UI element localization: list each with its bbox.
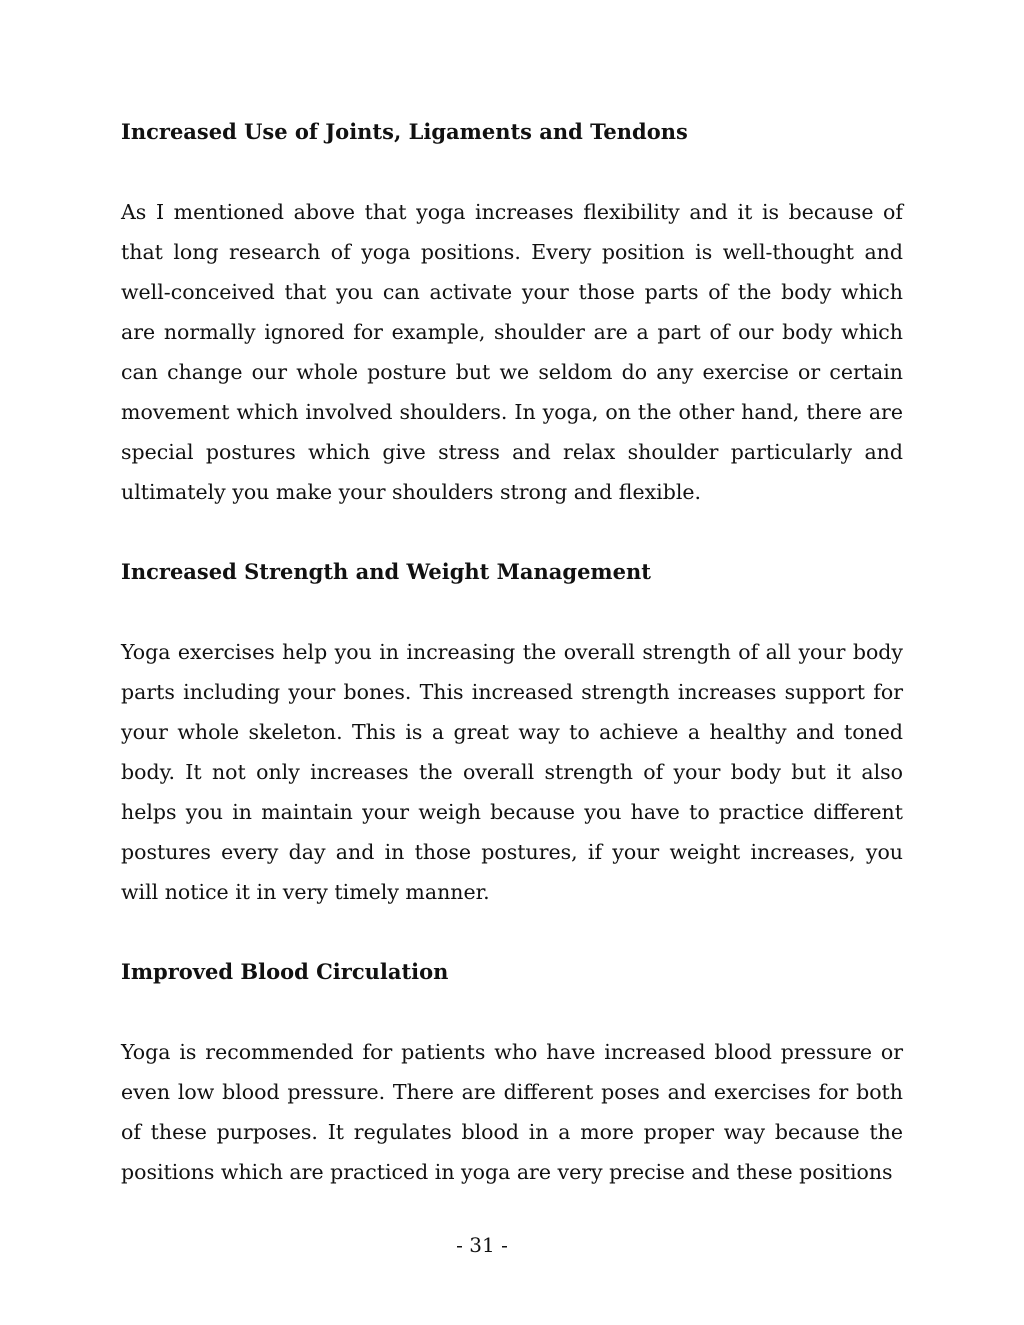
section-body-circulation: Yoga is recommended for patients who have increased blood pressure or even low blood pressure. There are different poses and exercises for both of these purposes. It regulates blood in a more proper way because the positions which are practiced in yoga are very precise and these positions <box>121 1040 903 1184</box>
section-heading-joints: Increased Use of Joints, Ligaments and Tendons <box>121 119 688 144</box>
section-body-strength: Yoga exercises help you in increasing the overall strength of all your body parts including your bones. This increased strength increases support for your whole skeleton. This is a great way to achieve a healthy and toned body. It not only increases the overall strength of your body but it also helps you in maintain your weigh because you have to practice different postures every day and in those postures, if your weight increases, you will notice it in very timely manner. <box>121 640 903 904</box>
document-page <box>121 112 903 1192</box>
section-body-joints: As I mentioned above that yoga increases flexibility and it is because of that long research of yoga positions. Every position is well-thought and well-conceived that you can activate your those parts of the body which are normally ignored for example, shoulder are a part of our body which can change our whole posture but we seldom do any exercise or certain movement which involved shoulders. In yoga, on the other hand, there are special postures which give stress and relax shoulder particularly and ultimately you make your shoulders strong and flexible. <box>121 200 903 504</box>
section-heading-strength: Increased Strength and Weight Management <box>121 559 651 584</box>
page-number: - 31 - <box>456 1233 508 1257</box>
section-heading-circulation: Improved Blood Circulation <box>121 959 449 984</box>
